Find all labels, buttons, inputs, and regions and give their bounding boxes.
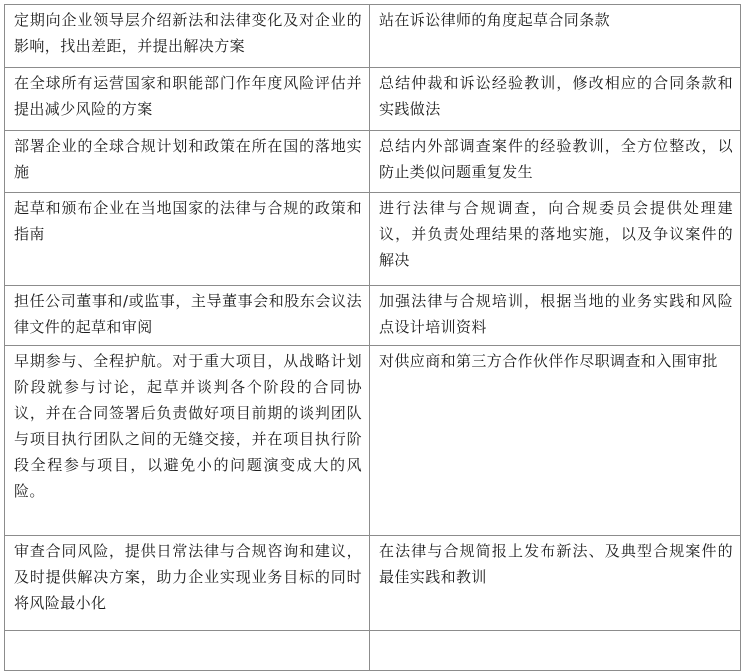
table-row [5,536,741,631]
table-row [5,193,741,286]
right-cell: 加强法律与合规培训，根据当地的业务实践和风险点设计培训资料 [370,286,741,346]
table-row [5,5,741,68]
right-cell: 站在诉讼律师的角度起草合同条款 [370,5,741,68]
left-cell: 担任公司董事和/或监事，主导董事会和股东会议法律文件的起草和审阅 [5,286,370,346]
left-cell: 审查合同风险，提供日常法律与合规咨询和建议，及时提供解决方案，助力企业实现业务目标的同时将风险最小化 [5,536,370,631]
left-cell [5,631,370,671]
right-cell: 对供应商和第三方合作伙伴作尽职调查和入围审批 [370,346,741,536]
left-cell: 早期参与、全程护航。对于重大项目，从战略计划阶段就参与讨论，起草并谈判各个阶段的合同协议，并在合同签署后负责做好项目前期的谈判团队与项目执行团队之间的无缝交接，并在项目执行阶段全程参与项目，以避免小的问题演变成大的风险。 [5,346,370,536]
duties-table [4,4,741,671]
right-cell [370,631,741,671]
table-row [5,131,741,193]
table-row [5,286,741,346]
right-cell: 在法律与合规简报上发布新法、及典型合规案件的最佳实践和教训 [370,536,741,631]
table-row [5,68,741,131]
right-cell: 总结仲裁和诉讼经验教训，修改相应的合同条款和实践做法 [370,68,741,131]
right-cell: 总结内外部调查案件的经验教训，全方位整改，以防止类似问题重复发生 [370,131,741,193]
table-row [5,346,741,536]
left-cell: 定期向企业领导层介绍新法和法律变化及对企业的影响，找出差距，并提出解决方案 [5,5,370,68]
left-cell: 部署企业的全球合规计划和政策在所在国的落地实施 [5,131,370,193]
right-cell: 进行法律与合规调查，向合规委员会提供处理建议，并负责处理结果的落地实施，以及争议案件的解决 [370,193,741,286]
left-cell: 在全球所有运营国家和职能部门作年度风险评估并提出减少风险的方案 [5,68,370,131]
table-row [5,631,741,671]
left-cell: 起草和颁布企业在当地国家的法律与合规的政策和指南 [5,193,370,286]
